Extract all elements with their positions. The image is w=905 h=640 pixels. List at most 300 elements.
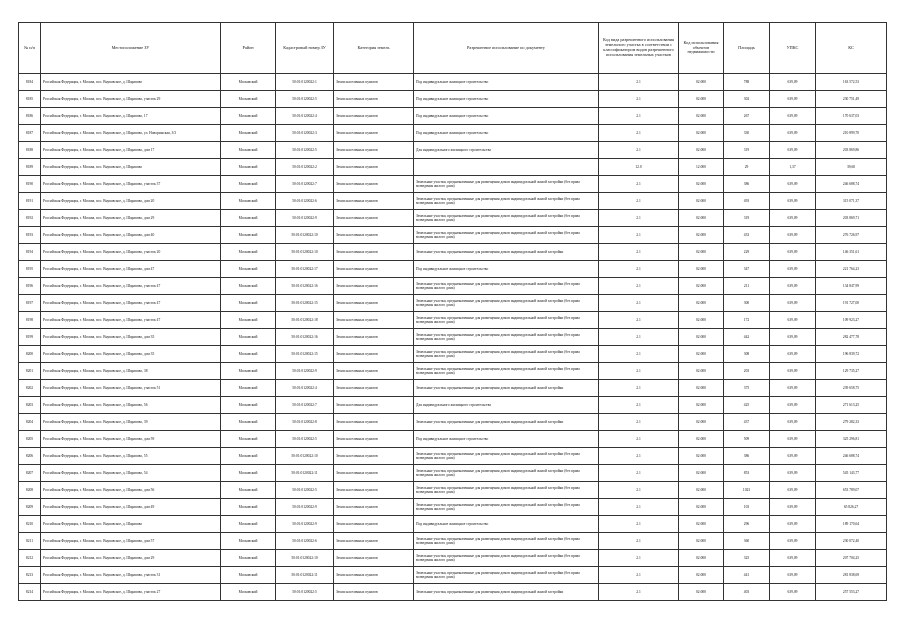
row-area: 296 [724, 516, 770, 533]
row-ks: 191 727,00 [816, 295, 887, 312]
row-location: Российская Федерация, г. Москва, пос. Внуковское, д. Шарапово, дом 35 [41, 329, 221, 346]
row-number: 8186 [19, 108, 41, 125]
row-object-use-code: 02:000 [679, 482, 724, 499]
table-row [19, 125, 887, 142]
row-location: Российская Федерация, г. Москва, пос. Внуковское, д. Шарапово, 54 [41, 465, 221, 482]
row-area: 493 [724, 193, 770, 210]
row-permitted-use: Для индивидуального жилищного строительства [414, 142, 599, 159]
row-use-type-code: 2.1 [599, 516, 679, 533]
row-permitted-use: Земельные участки, предназначенные для размещения домов индивидуальной жилой застройки [414, 584, 599, 601]
row-use-type-code: 2.1 [599, 550, 679, 567]
row-upks: 639,09 [770, 431, 816, 448]
row-area: 319 [724, 142, 770, 159]
row-number: 8209 [19, 499, 41, 516]
row-area: 172 [724, 312, 770, 329]
row-permitted-use: Под индивидуальное жилищное строительство [414, 261, 599, 278]
row-cadastral-number: 50:01:0120022:5 [276, 482, 334, 499]
row-object-use-code: 02:000 [679, 125, 724, 142]
row-number: 8199 [19, 329, 41, 346]
row-land-category: Земли населенных пунктов [334, 210, 414, 227]
table-row [19, 482, 887, 499]
row-number: 8212 [19, 550, 41, 567]
row-area: 441 [724, 567, 770, 584]
row-land-category: Земли населенных пунктов [334, 142, 414, 159]
row-ks: 134 847,99 [816, 278, 887, 295]
row-land-category: Земли населенных пунктов [334, 499, 414, 516]
row-number: 8205 [19, 431, 41, 448]
row-permitted-use: Под индивидуальное жилищное строительство [414, 108, 599, 125]
row-ks: 230 072,40 [816, 533, 887, 550]
row-number: 8188 [19, 142, 41, 159]
row-ks: 282 477,78 [816, 329, 887, 346]
row-upks: 639,09 [770, 244, 816, 261]
row-ks: 189 170,64 [816, 516, 887, 533]
row-district: Московский [221, 448, 276, 465]
row-ks: 545 143,77 [816, 465, 887, 482]
row-number: 8206 [19, 448, 41, 465]
row-number: 8191 [19, 193, 41, 210]
row-location: Российская Федерация, г. Москва, пос. Внуковское, д. Шарапово, дом 56 [41, 482, 221, 499]
row-cadastral-number: 50:01:0120022:10 [276, 244, 334, 261]
header-upks: УПКС [770, 23, 816, 74]
row-cadastral-number: 50:01:0120022:10 [276, 448, 334, 465]
row-permitted-use: Земельные участки, предназначенные для размещения домов индивидуальной жилой застройки (без права возведения жилого дома) [414, 363, 599, 380]
row-use-type-code: 2.1 [599, 244, 679, 261]
row-cadastral-number: 50:01:0120022:16 [276, 278, 334, 295]
row-area: 788 [724, 74, 770, 91]
table-row [19, 465, 887, 482]
row-upks: 639,09 [770, 108, 816, 125]
row-object-use-code: 02:000 [679, 176, 724, 193]
row-district: Московский [221, 176, 276, 193]
row-ks: 170 637,03 [816, 108, 887, 125]
row-district: Московский [221, 567, 276, 584]
row-location: Российская Федерация, г. Москва, пос. Внуковское, д. Шарапово, дом 35 [41, 346, 221, 363]
row-land-category: Земли населенных пунктов [334, 567, 414, 584]
row-upks: 639,09 [770, 550, 816, 567]
table-row [19, 74, 887, 91]
row-location: Российская Федерация, г. Москва, пос. Внуковское, д. Шарапово, участок 47 [41, 295, 221, 312]
row-area: 319 [724, 210, 770, 227]
row-upks: 639,09 [770, 261, 816, 278]
row-permitted-use: Для индивидуального жилищного строительства [414, 397, 599, 414]
row-use-type-code: 2.1 [599, 74, 679, 91]
row-upks: 1,37 [770, 159, 816, 176]
row-district: Московский [221, 278, 276, 295]
row-object-use-code: 02:000 [679, 261, 724, 278]
row-upks: 639,09 [770, 482, 816, 499]
row-number: 8196 [19, 278, 41, 295]
row-number: 8187 [19, 125, 41, 142]
row-district: Московский [221, 295, 276, 312]
row-location: Российская Федерация, г. Москва, пос. Внуковское, д. Шарапово, 38 [41, 363, 221, 380]
table-row [19, 448, 887, 465]
row-cadastral-number: 50:01:0120022:5 [276, 584, 334, 601]
row-object-use-code: 02:000 [679, 312, 724, 329]
row-use-type-code: 2.1 [599, 499, 679, 516]
row-area: 403 [724, 584, 770, 601]
row-object-use-code: 02:000 [679, 516, 724, 533]
row-area: 360 [724, 533, 770, 550]
row-permitted-use: Земельные участки, предназначенные для размещения домов индивидуальной жилой застройки [414, 244, 599, 261]
header-number: № п/п [19, 23, 41, 74]
row-number: 8198 [19, 312, 41, 329]
row-use-type-code: 2.1 [599, 482, 679, 499]
row-cadastral-number: 50:01:0120022:8 [276, 414, 334, 431]
row-permitted-use [414, 159, 599, 176]
row-district: Московский [221, 142, 276, 159]
row-use-type-code: 2.1 [599, 465, 679, 482]
row-upks: 639,09 [770, 278, 816, 295]
row-location: Российская Федерация, г. Москва, пос. Внуковское, д. Шарапово, участок 31 [41, 567, 221, 584]
header-permitted-use: Разрешенное использование по документу [414, 23, 599, 74]
row-ks: 246 688,74 [816, 448, 887, 465]
row-use-type-code: 2.1 [599, 210, 679, 227]
row-location: Российская Федерация, г. Москва, пос. Внуковское, д. Шарапово, 17 [41, 108, 221, 125]
row-object-use-code: 02:000 [679, 108, 724, 125]
row-area: 203 [724, 363, 770, 380]
table-row [19, 244, 887, 261]
row-number: 8190 [19, 176, 41, 193]
row-upks: 639,09 [770, 210, 816, 227]
row-location: Российская Федерация, г. Москва, пос. Внуковское, д. Шарапово, дом 59 [41, 431, 221, 448]
row-location: Российская Федерация, г. Москва, пос. Внуковское, д. Шарапово, участок 37 [41, 176, 221, 193]
row-use-type-code: 2.1 [599, 397, 679, 414]
row-district: Московский [221, 533, 276, 550]
row-permitted-use: Земельные участки, предназначенные для размещения домов индивидуальной жилой застройки (без права возведения жилого дома) [414, 533, 599, 550]
row-ks: 653 789,07 [816, 482, 887, 499]
table-row [19, 278, 887, 295]
table-row [19, 499, 887, 516]
row-use-type-code: 2.1 [599, 227, 679, 244]
row-number: 8208 [19, 482, 41, 499]
row-ks: 109 923,27 [816, 312, 887, 329]
row-object-use-code: 02:000 [679, 142, 724, 159]
row-land-category: Земли населенных пунктов [334, 533, 414, 550]
row-land-category: Земли населенных пунктов [334, 482, 414, 499]
row-object-use-code: 02:000 [679, 227, 724, 244]
row-land-category: Земли населенных пунктов [334, 108, 414, 125]
row-permitted-use: Земельные участки, предназначенные для размещения домов индивидуальной жилой застройки (без права возведения жилого дома) [414, 295, 599, 312]
row-district: Московский [221, 346, 276, 363]
row-district: Московский [221, 465, 276, 482]
row-location: Российская Федерация, г. Москва, пос. Внуковское, д. Шарапово, участок 20 [41, 244, 221, 261]
row-district: Московский [221, 193, 276, 210]
row-use-type-code: 2.1 [599, 448, 679, 465]
row-area: 386 [724, 448, 770, 465]
row-use-type-code: 2.1 [599, 312, 679, 329]
row-cadastral-number: 50:01:0120022:5 [276, 142, 334, 159]
row-object-use-code: 02:000 [679, 431, 724, 448]
row-area: 437 [724, 414, 770, 431]
row-land-category: Земли населенных пунктов [334, 414, 414, 431]
row-number: 8210 [19, 516, 41, 533]
row-district: Московский [221, 312, 276, 329]
row-upks: 639,09 [770, 533, 816, 550]
row-location: Российская Федерация, г. Москва, пос. Внуковское, д. Шарапово, дом 20 [41, 193, 221, 210]
row-use-type-code: 2.1 [599, 414, 679, 431]
row-upks: 639,09 [770, 312, 816, 329]
row-district: Московский [221, 516, 276, 533]
row-number: 8213 [19, 567, 41, 584]
row-upks: 639,09 [770, 516, 816, 533]
table-row [19, 227, 887, 244]
row-ks: 210 899,70 [816, 125, 887, 142]
row-number: 8184 [19, 74, 41, 91]
row-ks: 239 658,75 [816, 380, 887, 397]
row-cadastral-number: 50:01:0120022:9 [276, 363, 334, 380]
row-object-use-code: 02:000 [679, 193, 724, 210]
row-upks: 639,09 [770, 91, 816, 108]
row-upks: 639,09 [770, 142, 816, 159]
row-area: 347 [724, 261, 770, 278]
table-row [19, 312, 887, 329]
row-ks: 281 838,69 [816, 567, 887, 584]
row-cadastral-number: 50:01:0120022:5 [276, 431, 334, 448]
row-upks: 639,09 [770, 74, 816, 91]
row-ks: 163 572,53 [816, 74, 887, 91]
row-use-type-code: 2.1 [599, 108, 679, 125]
table-row [19, 414, 887, 431]
row-object-use-code: 02:000 [679, 448, 724, 465]
row-land-category: Земли населенных пунктов [334, 159, 414, 176]
table-row [19, 584, 887, 601]
row-upks: 639,09 [770, 346, 816, 363]
row-cadastral-number: 50:01:0120022:17 [276, 261, 334, 278]
row-object-use-code: 02:000 [679, 278, 724, 295]
row-location: Российская Федерация, г. Москва, пос. Внуковское, д. Шарапово, дом 57 [41, 533, 221, 550]
row-cadastral-number: 50:01:0120022:4 [276, 108, 334, 125]
row-cadastral-number: 50:01:0120022:11 [276, 465, 334, 482]
row-land-category: Земли населенных пунктов [334, 329, 414, 346]
row-permitted-use: Под индивидуальное жилищное строительство [414, 74, 599, 91]
row-location: Российская Федерация, г. Москва, пос. Внуковское, д. Шарапово [41, 516, 221, 533]
row-land-category: Земли населенных пунктов [334, 193, 414, 210]
row-area: 853 [724, 465, 770, 482]
row-land-category: Земли населенных пунктов [334, 227, 414, 244]
row-area: 433 [724, 227, 770, 244]
row-object-use-code: 02:000 [679, 533, 724, 550]
row-permitted-use: Земельные участки, предназначенные для размещения домов индивидуальной жилой застройки (без права возведения жилого дома) [414, 346, 599, 363]
row-use-type-code: 2.1 [599, 261, 679, 278]
row-permitted-use: Под индивидуальное жилищное строительство [414, 516, 599, 533]
row-district: Московский [221, 74, 276, 91]
row-location: Российская Федерация, г. Москва, пос. Внуковское, д. Шарапово, дом 17 [41, 142, 221, 159]
row-ks: 203 869,86 [816, 142, 887, 159]
row-cadastral-number: 50:01:0120022:5 [276, 91, 334, 108]
row-cadastral-number: 50:01:0120022:7 [276, 176, 334, 193]
row-cadastral-number: 50:01:0120022:9 [276, 516, 334, 533]
row-land-category: Земли населенных пунктов [334, 91, 414, 108]
row-ks: 39,60 [816, 159, 887, 176]
row-object-use-code: 02:000 [679, 414, 724, 431]
row-upks: 639,09 [770, 584, 816, 601]
row-use-type-code: 2.1 [599, 363, 679, 380]
row-permitted-use: Земельные участки, предназначенные для размещения домов индивидуальной жилой застройки (без права возведения жилого дома) [414, 499, 599, 516]
row-land-category: Земли населенных пунктов [334, 550, 414, 567]
row-object-use-code: 02:000 [679, 550, 724, 567]
row-district: Московский [221, 380, 276, 397]
row-upks: 639,09 [770, 397, 816, 414]
row-use-type-code: 2.1 [599, 584, 679, 601]
row-ks: 129 735,27 [816, 363, 887, 380]
row-land-category: Земли населенных пунктов [334, 295, 414, 312]
document-page [18, 22, 886, 601]
row-number: 8207 [19, 465, 41, 482]
row-permitted-use: Земельные участки, предназначенные для размещения домов индивидуальной жилой застройки (без права возведения жилого дома) [414, 210, 599, 227]
table-header-row [19, 23, 887, 74]
row-number: 8214 [19, 584, 41, 601]
header-ks: КС [816, 23, 887, 74]
row-permitted-use: Под индивидуальное жилищное строительство [414, 91, 599, 108]
row-area: 509 [724, 431, 770, 448]
row-land-category: Земли населенных пунктов [334, 363, 414, 380]
row-object-use-code: 12:000 [679, 159, 724, 176]
table-row [19, 159, 887, 176]
row-upks: 639,09 [770, 176, 816, 193]
row-cadastral-number: 50:01:0120022:15 [276, 295, 334, 312]
row-cadastral-number: 50:01:0120022:9 [276, 210, 334, 227]
row-area: 330 [724, 125, 770, 142]
table-row [19, 108, 887, 125]
row-number: 8185 [19, 91, 41, 108]
table-row [19, 261, 887, 278]
row-upks: 639,09 [770, 193, 816, 210]
row-upks: 639,09 [770, 329, 816, 346]
row-object-use-code: 02:000 [679, 465, 724, 482]
row-location: Российская Федерация, г. Москва, пос. Внуковское, д. Шарапово, ул. Новорижская, 3/3 [41, 125, 221, 142]
header-use-type-code: Код вида разрешенного использования земельного участка в соответствии с классификатором видов разрешенного использования земельных участков [599, 23, 679, 74]
header-location: Местоположение ЗУ [41, 23, 221, 74]
row-ks: 246 688,74 [816, 176, 887, 193]
table-row [19, 567, 887, 584]
row-object-use-code: 02:000 [679, 244, 724, 261]
row-upks: 639,09 [770, 295, 816, 312]
row-land-category: Земли населенных пунктов [334, 176, 414, 193]
row-ks: 279 282,33 [816, 414, 887, 431]
row-cadastral-number: 50:01:0120022:7 [276, 397, 334, 414]
row-upks: 639,09 [770, 414, 816, 431]
row-location: Российская Федерация, г. Москва, пос. Внуковское, д. Шарапово, 39 [41, 414, 221, 431]
header-land-category: Категория земель [334, 23, 414, 74]
row-object-use-code: 02:000 [679, 499, 724, 516]
table-row [19, 295, 887, 312]
row-number: 8193 [19, 227, 41, 244]
row-object-use-code: 02:000 [679, 363, 724, 380]
row-cadastral-number: 50:01:0120022:6 [276, 193, 334, 210]
row-use-type-code: 2.1 [599, 295, 679, 312]
row-object-use-code: 02:000 [679, 397, 724, 414]
row-use-type-code: 2.1 [599, 125, 679, 142]
row-land-category: Земли населенных пунктов [334, 261, 414, 278]
table-row [19, 91, 887, 108]
row-district: Московский [221, 329, 276, 346]
row-number: 8192 [19, 210, 41, 227]
row-location: Российская Федерация, г. Москва, пос. Внуковское, д. Шарапово, дом 47 [41, 261, 221, 278]
row-upks: 639,09 [770, 125, 816, 142]
row-permitted-use: Земельные участки, предназначенные для размещения домов индивидуальной жилой застройки (без права возведения жилого дома) [414, 176, 599, 193]
row-object-use-code: 02:000 [679, 346, 724, 363]
row-ks: 146 351,61 [816, 244, 887, 261]
row-use-type-code: 2.1 [599, 91, 679, 108]
row-number: 8189 [19, 159, 41, 176]
row-cadastral-number: 50:01:0120022:1 [276, 74, 334, 91]
row-use-type-code: 2.1 [599, 431, 679, 448]
row-object-use-code: 02:000 [679, 295, 724, 312]
row-district: Московский [221, 363, 276, 380]
row-cadastral-number: 50:01:0120022:4 [276, 380, 334, 397]
row-land-category: Земли населенных пунктов [334, 244, 414, 261]
row-object-use-code: 02:000 [679, 210, 724, 227]
row-district: Московский [221, 261, 276, 278]
table-row [19, 176, 887, 193]
row-permitted-use: Земельные участки, предназначенные для размещения домов индивидуальной жилой застройки (без права возведения жилого дома) [414, 329, 599, 346]
row-use-type-code: 2.1 [599, 142, 679, 159]
row-location: Российская Федерация, г. Москва, пос. Внуковское, д. Шарапово, участок 27 [41, 584, 221, 601]
row-permitted-use: Земельные участки, предназначенные для размещения домов индивидуальной жилой застройки [414, 380, 599, 397]
row-object-use-code: 02:000 [679, 74, 724, 91]
row-area: 308 [724, 346, 770, 363]
row-use-type-code: 2.1 [599, 176, 679, 193]
row-location: Российская Федерация, г. Москва, пос. Внуковское, д. Шарапово, участок 51 [41, 380, 221, 397]
row-permitted-use: Земельные участки, предназначенные для размещения домов индивидуальной жилой застройки (без права возведения жилого дома) [414, 567, 599, 584]
row-area: 442 [724, 329, 770, 346]
row-cadastral-number: 50:01:0120022:11 [276, 567, 334, 584]
row-land-category: Земли населенных пунктов [334, 448, 414, 465]
row-district: Московский [221, 227, 276, 244]
row-district: Московский [221, 499, 276, 516]
row-ks: 221 764,23 [816, 261, 887, 278]
header-object-use-code: Код использования объектов недвижимости [679, 23, 724, 74]
header-cadastral-number: Кадастровый номер ЗУ [276, 23, 334, 74]
row-cadastral-number: 50:01:0120022:10 [276, 227, 334, 244]
table-row [19, 329, 887, 346]
row-area: 302 [724, 91, 770, 108]
row-district: Московский [221, 125, 276, 142]
row-permitted-use: Под индивидуальное жилищное строительство [414, 431, 599, 448]
row-location: Российская Федерация, г. Москва, пос. Внуковское, д. Шарапово, участок 47 [41, 278, 221, 295]
row-cadastral-number: 50:01:0120022:16 [276, 329, 334, 346]
row-object-use-code: 02:000 [679, 380, 724, 397]
row-ks: 276 726,97 [816, 227, 887, 244]
row-location: Российская Федерация, г. Москва, пос. Внуковское, д. Шарапово, дом 40 [41, 227, 221, 244]
row-area: 425 [724, 397, 770, 414]
row-land-category: Земли населенных пунктов [334, 278, 414, 295]
row-district: Московский [221, 159, 276, 176]
row-use-type-code: 2.1 [599, 346, 679, 363]
row-ks: 65 826,27 [816, 499, 887, 516]
row-location: Российская Федерация, г. Москва, пос. Внуковское, д. Шарапово [41, 159, 221, 176]
row-area: 267 [724, 108, 770, 125]
row-permitted-use: Земельные участки, предназначенные для размещения домов индивидуальной жилой застройки (без права возведения жилого дома) [414, 193, 599, 210]
row-ks: 325 296,81 [816, 431, 887, 448]
row-location: Российская Федерация, г. Москва, пос. Внуковское, д. Шарапово, участок 29 [41, 91, 221, 108]
table-row [19, 380, 887, 397]
row-upks: 639,09 [770, 448, 816, 465]
row-location: Российская Федерация, г. Москва, пос. Внуковское, д. Шарапово, 55 [41, 448, 221, 465]
row-permitted-use: Под индивидуальное жилищное строительство [414, 125, 599, 142]
table-row [19, 193, 887, 210]
row-land-category: Земли населенных пунктов [334, 74, 414, 91]
row-land-category: Земли населенных пунктов [334, 584, 414, 601]
row-use-type-code: 2.1 [599, 278, 679, 295]
row-area: 211 [724, 278, 770, 295]
row-district: Московский [221, 584, 276, 601]
table-row [19, 142, 887, 159]
row-ks: 271 613,25 [816, 397, 887, 414]
row-district: Московский [221, 244, 276, 261]
row-land-category: Земли населенных пунктов [334, 516, 414, 533]
